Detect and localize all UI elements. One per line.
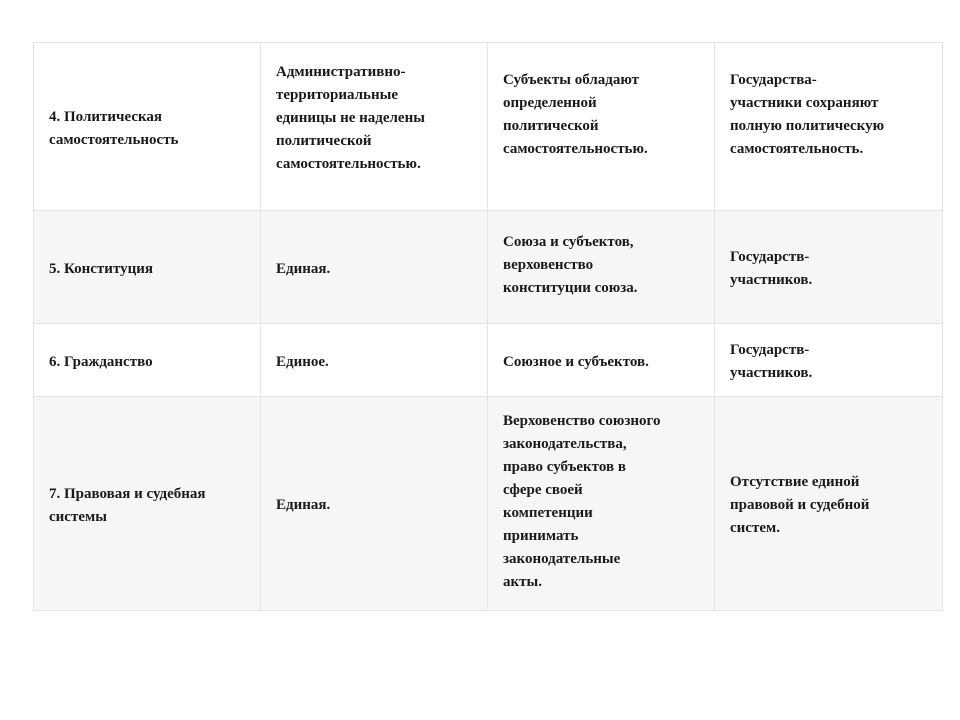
- criterion-text: 5. Конституция: [49, 260, 154, 277]
- federation-text: Союза и субъектов, верховенство конституции союза.: [503, 233, 638, 296]
- unitary-cell: [261, 211, 488, 324]
- federation-text: Субъекты обладают определенной политической самостоятельностью.: [503, 71, 648, 157]
- federation-text: Верховенство союзного законодательства, право субъектов в сфере своей компетенции принимать законодательные акты.: [503, 412, 661, 590]
- confederation-text: Государств- участников.: [730, 249, 813, 288]
- federation-text: Союзное и субъектов.: [503, 353, 649, 370]
- criterion-cell: [34, 324, 261, 397]
- federation-cell: [488, 43, 715, 211]
- confederation-cell: [715, 43, 943, 211]
- unitary-cell: [261, 324, 488, 397]
- unitary-text: Единая.: [276, 497, 331, 513]
- criterion-text: 6. Гражданство: [49, 353, 153, 370]
- confederation-text: Отсутствие единой правовой и судебной систем.: [730, 474, 870, 536]
- table-row: [34, 43, 943, 211]
- confederation-cell: [715, 397, 943, 611]
- criterion-text: 4. Политическая самостоятельность: [49, 108, 179, 148]
- federation-cell: [488, 211, 715, 324]
- confederation-cell: [715, 211, 943, 324]
- unitary-text: Административно- территориальные единицы не наделены политической самостоятельностью.: [276, 64, 425, 172]
- unitary-cell: [261, 397, 488, 611]
- criterion-text: 7. Правовая и судебная системы: [49, 485, 206, 525]
- comparison-table: [33, 42, 943, 611]
- unitary-cell: [261, 43, 488, 211]
- criterion-cell: [34, 43, 261, 211]
- table-row: [34, 211, 943, 324]
- confederation-text: Государств- участников.: [730, 342, 813, 381]
- federation-cell: [488, 397, 715, 611]
- unitary-text: Единое.: [276, 353, 329, 370]
- table-row: [34, 324, 943, 397]
- federation-cell: [488, 324, 715, 397]
- criterion-cell: [34, 397, 261, 611]
- unitary-text: Единая.: [276, 260, 331, 277]
- confederation-cell: [715, 324, 943, 397]
- table-row: [34, 397, 943, 611]
- criterion-cell: [34, 211, 261, 324]
- confederation-text: Государства- участники сохраняют полную политическую самостоятельность.: [730, 71, 885, 157]
